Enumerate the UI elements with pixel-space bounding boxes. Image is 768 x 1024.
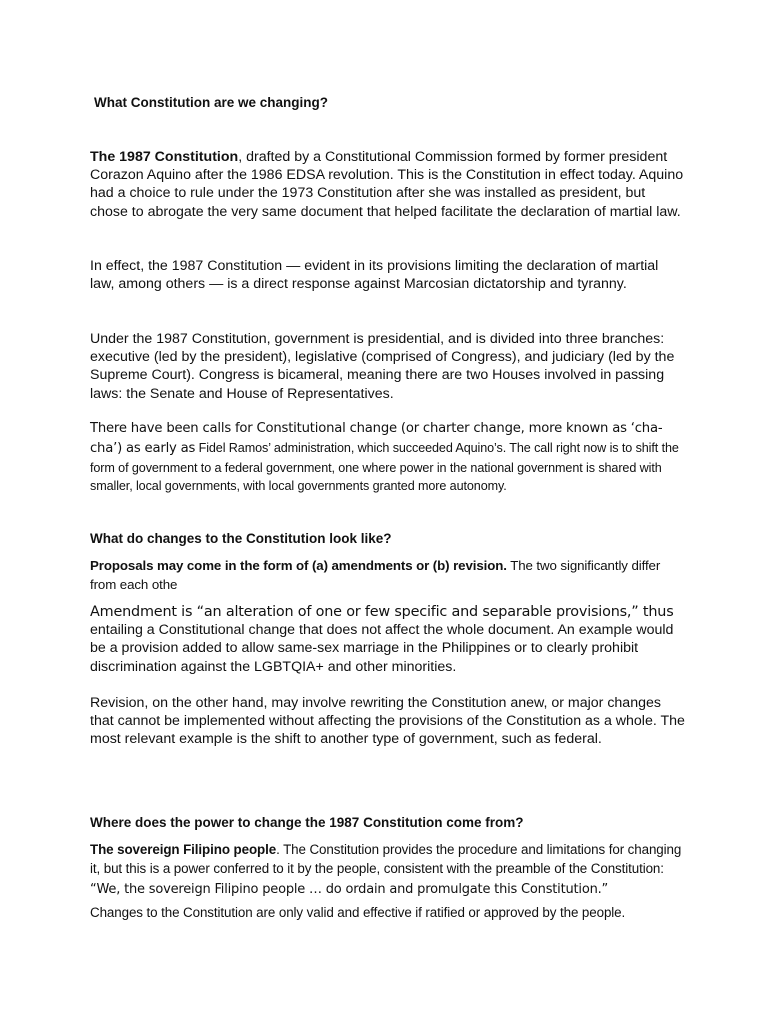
- paragraph-charter-change: There have been calls for Constitutional change (or charter change, more known as ‘cha-cha’) as early as Fidel Ramos’ administration, which succeeded Aquino’s. The call right now is to shift the form of government to a federal government, one where power in the national government is shared with smaller, local governments, with local governments granted more autonomy.: [90, 421, 679, 494]
- paragraph-martial-law-response: In effect, the 1987 Constitution — evident in its provisions limiting the declaration of martial law, among others — is a direct response against Marcosian dictatorship and tyranny.: [90, 258, 659, 293]
- heading-power-to-change: Where does the power to change the 1987 Constitution come from?: [90, 815, 524, 830]
- paragraph-ratification: Changes to the Constitution are only valid and effective if ratified or approved by the people.: [90, 905, 626, 920]
- paragraph-proposals: Proposals may come in the form of (a) amendments or (b) revision. The two significantly differ from each othe: [90, 558, 661, 592]
- paragraph-1987-constitution: The 1987 Constitution, drafted by a Constitutional Commission formed by former president Corazon Aquino after the 1986 EDSA revolution. This is the Constitution in effect today. Aquino had a choice to rule under the 1973 Constitution after she was installed as president, but chose to abrogate the very same document that helped facilitate the declaration of martial law.: [90, 149, 684, 220]
- term-proposals: Proposals may come in the form of (a) amendments or (b) revision.: [90, 558, 507, 573]
- paragraph-revision: Revision, on the other hand, may involve rewriting the Constitution anew, or major changes that cannot be implemented without affecting the provisions of the Constitution as a whole. The most relevant example is the shift to another type of government, such as federal.: [90, 695, 685, 748]
- heading-what-changes-look-like: What do changes to the Constitution look like?: [90, 531, 392, 546]
- paragraph-amendment: Amendment is “an alteration of one or few specific and separable provisions,” thus entailing a Constitutional change that does not affect the whole document. An example would be a provision added to allow same-sex marriage in the Philippines or to clearly prohibit discrimination against the LGBTQIA+ and other minorities.: [90, 604, 674, 675]
- heading-what-constitution: What Constitution are we changing?: [94, 95, 328, 110]
- paragraph-government-branches: Under the 1987 Constitution, government is presidential, and is divided into three branches: executive (led by the president), legislative (comprised of Congress), and judiciary (led by the Supreme Court). Congress is bicameral, meaning there are two Houses involved in passing laws: the Senate and House of Representatives.: [90, 331, 675, 402]
- term-sovereign-filipino-people: The sovereign Filipino people: [90, 842, 277, 857]
- term-1987-constitution: The 1987 Constitution: [90, 149, 239, 165]
- paragraph-sovereign-people: The sovereign Filipino people. The Constitution provides the procedure and limitations for changing it, but this is a power conferred to it by the people, consistent with the preamble of the Constitution: “We, the sovereign Filipino people … do ordain and promulgate this Constitution.”: [90, 842, 682, 897]
